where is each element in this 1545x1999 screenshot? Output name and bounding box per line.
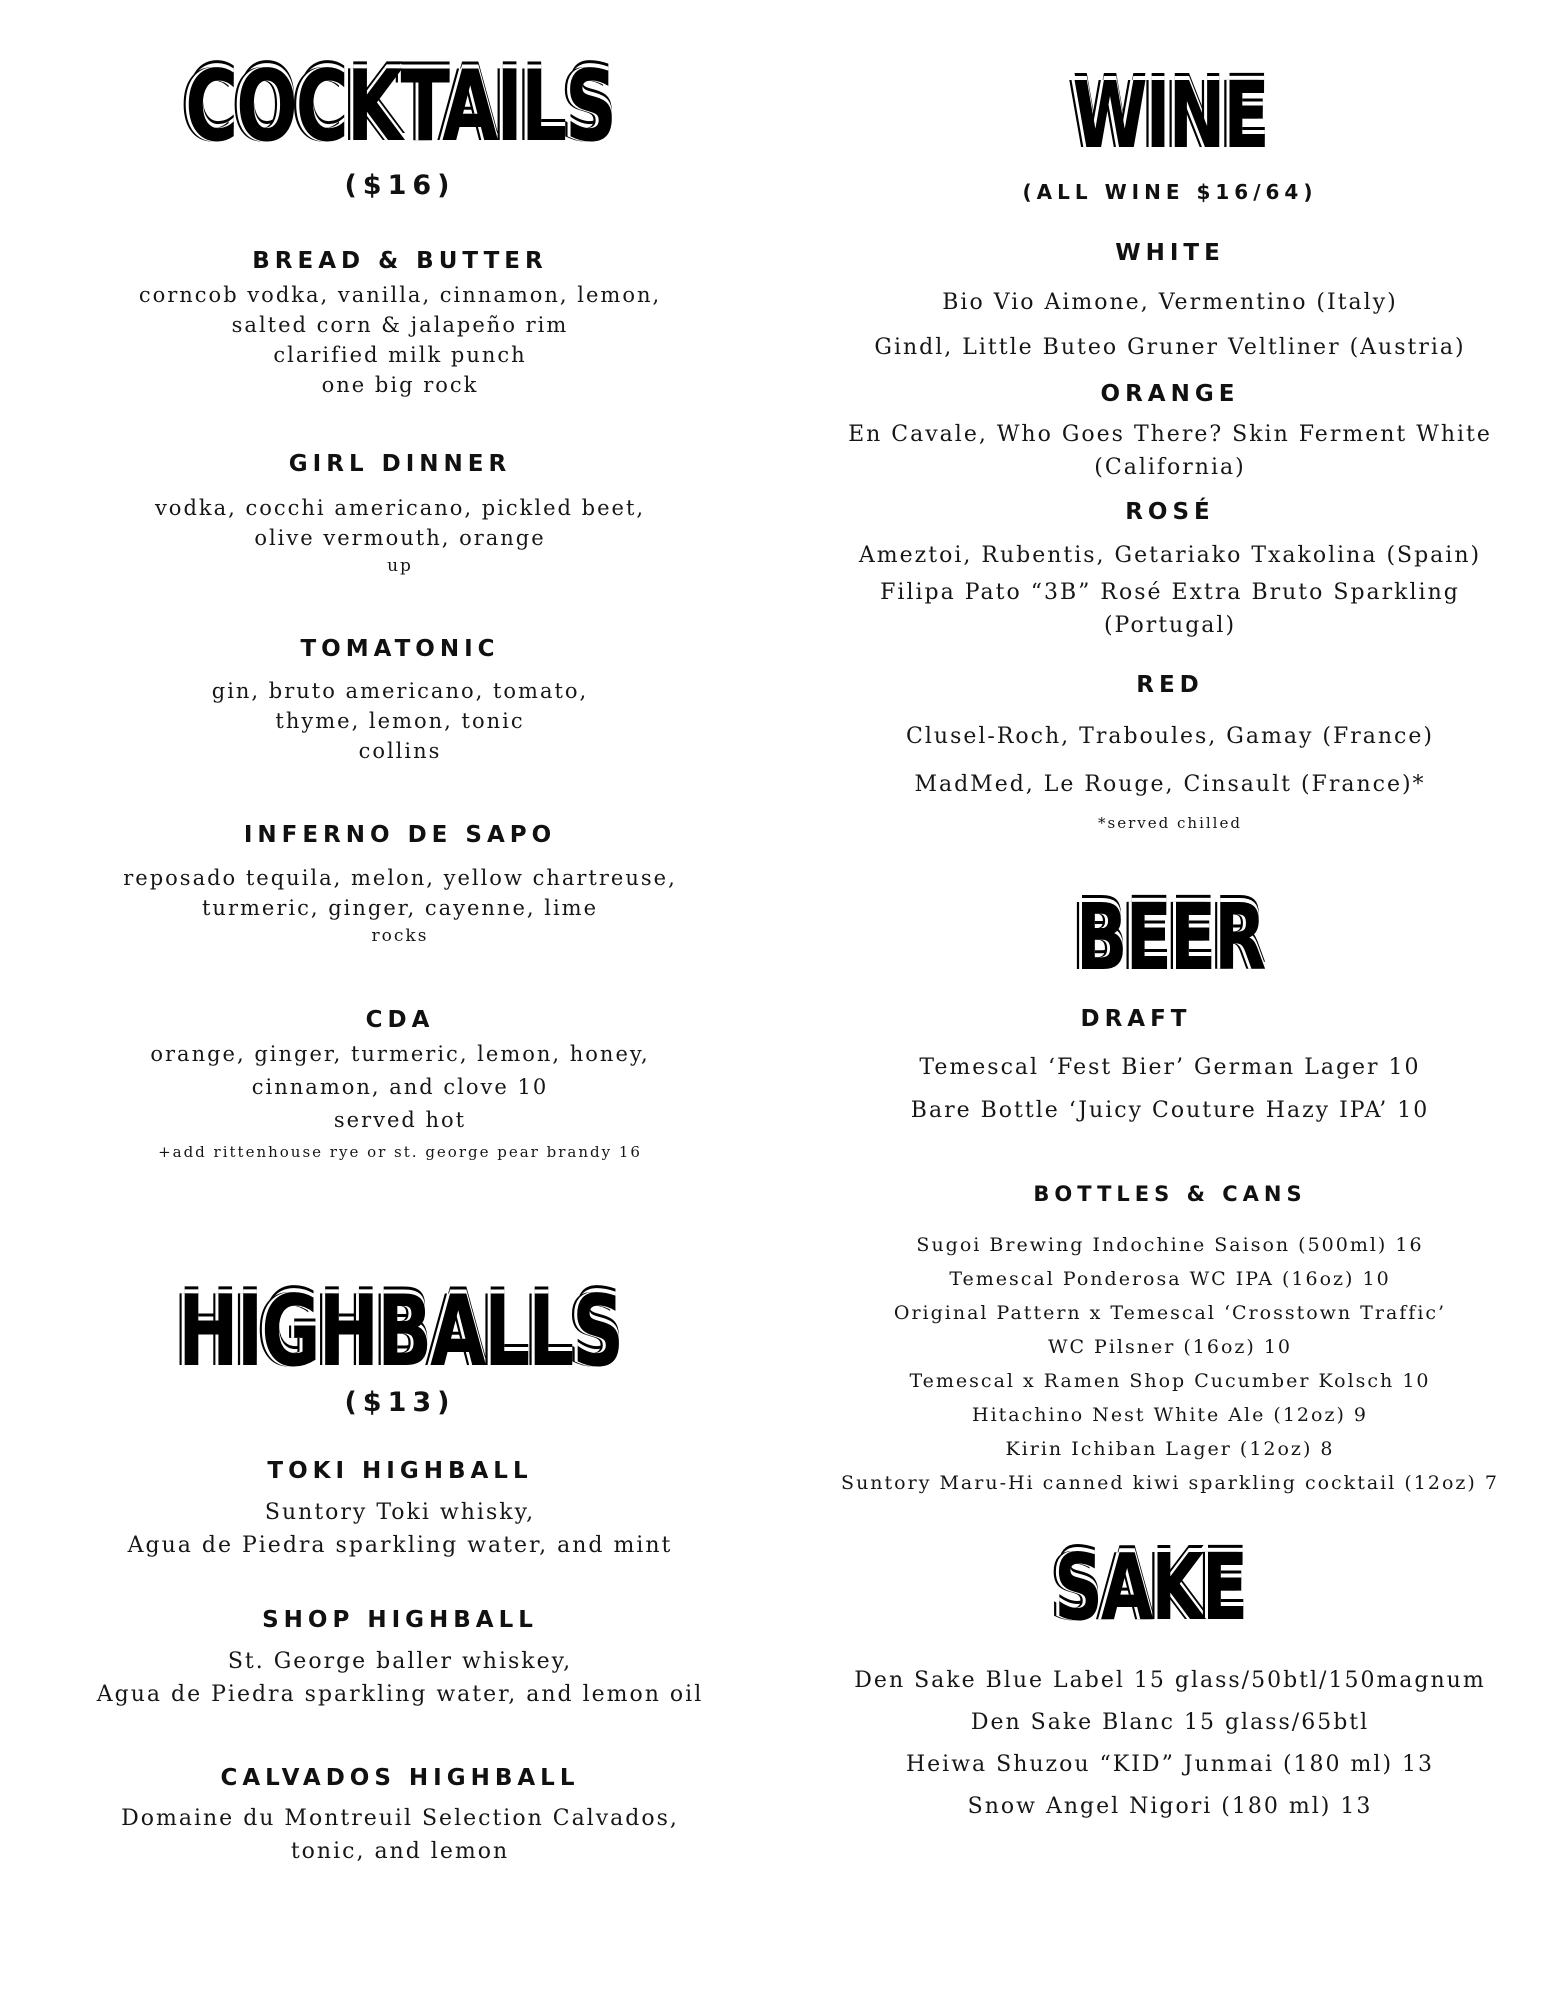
ingredient-line: corncob vodka, vanilla, cinnamon, lemon, bbox=[138, 283, 662, 307]
beer-item: Suntory Maru-Hi canned kiwi sparkling cocktail (12oz) 7 bbox=[841, 1472, 1499, 1494]
wine-item: En Cavale, Who Goes There? Skin Ferment White bbox=[848, 422, 1492, 447]
cocktails-title: COCKTAILS bbox=[185, 50, 615, 164]
ingredient-line: clarified milk punch bbox=[273, 343, 527, 367]
wine-item: (California) bbox=[1094, 455, 1246, 480]
cocktail-name: GIRL DINNER bbox=[288, 451, 512, 477]
sake-item: Snow Angel Nigori (180 ml) 13 bbox=[967, 1794, 1373, 1819]
ingredient-line: olive vermouth, orange bbox=[254, 526, 546, 550]
ingredient-line: Domaine du Montreuil Selection Calvados, bbox=[121, 1806, 679, 1831]
sake-list bbox=[840, 1660, 1500, 1828]
beer-item: Temescal x Ramen Shop Cucumber Kolsch 10 bbox=[909, 1370, 1431, 1392]
cocktail-name: CDA bbox=[365, 1007, 435, 1033]
wine-title: WINE bbox=[1072, 62, 1268, 169]
beer-item: WC Pilsner (16oz) 10 bbox=[1047, 1336, 1293, 1358]
wine-section-heading: WHITE bbox=[1115, 240, 1225, 266]
highball-name: TOKI HIGHBALL bbox=[267, 1458, 533, 1484]
serve-style: up bbox=[387, 556, 413, 576]
sake-item: Den Sake Blue Label 15 glass/50btl/150magnum bbox=[854, 1668, 1486, 1693]
wine-section-heading: RED bbox=[1136, 672, 1204, 698]
ingredient-line: reposado tequila, melon, yellow chartreuse, bbox=[123, 866, 677, 890]
ingredient-line: Suntory Toki whisky, bbox=[264, 1500, 536, 1525]
cocktail-name: TOMATONIC bbox=[300, 636, 500, 662]
highballs-title: HIGHBALLS bbox=[178, 1275, 622, 1389]
highball-description bbox=[70, 1802, 730, 1868]
ingredient-line: orange, ginger, turmeric, lemon, honey, bbox=[150, 1042, 650, 1066]
highballs-price: ($13) bbox=[344, 1387, 456, 1418]
ingredient-line: Agua de Piedra sparkling water, and mint bbox=[127, 1533, 673, 1558]
cocktail-name: INFERNO DE SAPO bbox=[243, 822, 557, 848]
ingredient-line: turmeric, ginger, cayenne, lime bbox=[201, 896, 599, 920]
beer-item: Sugoi Brewing Indochine Saison (500ml) 16 bbox=[916, 1234, 1424, 1256]
wine-item: Filipa Pato “3B” Rosé Extra Bruto Sparkling bbox=[880, 580, 1460, 605]
cocktails-price: ($16) bbox=[344, 170, 456, 201]
cocktail-description bbox=[70, 1038, 730, 1167]
ingredient-line: St. George baller whiskey, bbox=[227, 1649, 573, 1674]
wine-note: *served chilled bbox=[1098, 814, 1242, 832]
ingredient-line: salted corn & jalapeño rim bbox=[231, 313, 569, 337]
wine-list-orange bbox=[840, 418, 1500, 484]
beer-section-heading: BOTTLES & CANS bbox=[1033, 1182, 1307, 1206]
ingredient-line: thyme, lemon, tonic bbox=[275, 709, 525, 733]
addon-note: +add rittenhouse rye or st. george pear brandy 16 bbox=[158, 1143, 642, 1161]
beer-list-bottles bbox=[840, 1228, 1500, 1500]
beer-title: BEER bbox=[1075, 884, 1265, 991]
wine-item: (Portugal) bbox=[1103, 613, 1237, 638]
beer-item: Original Pattern x Temescal ‘Crosstown Traffic’ bbox=[893, 1302, 1447, 1324]
highball-description bbox=[70, 1645, 730, 1711]
beer-item: Hitachino Nest White Ale (12oz) 9 bbox=[972, 1404, 1368, 1426]
wine-list-rose bbox=[840, 536, 1500, 642]
highball-description bbox=[70, 1496, 730, 1562]
beer-item: Temescal Ponderosa WC IPA (16oz) 10 bbox=[949, 1268, 1391, 1290]
sake-item: Heiwa Shuzou “KID” Junmai (180 ml) 13 bbox=[905, 1752, 1435, 1777]
beer-list-draft bbox=[840, 1046, 1500, 1132]
cocktail-description bbox=[70, 676, 730, 766]
wine-item: Gindl, Little Buteo Gruner Veltliner (Austria) bbox=[874, 335, 1466, 360]
highball-name: SHOP HIGHBALL bbox=[262, 1607, 538, 1633]
beer-item: Temescal ‘Fest Bier’ German Lager 10 bbox=[919, 1055, 1421, 1080]
cocktail-description bbox=[70, 280, 730, 400]
wine-list-red bbox=[840, 713, 1500, 837]
highball-name: CALVADOS HIGHBALL bbox=[220, 1765, 580, 1791]
cocktail-name: BREAD & BUTTER bbox=[252, 248, 548, 274]
ingredient-line: Agua de Piedra sparkling water, and lemon oil bbox=[96, 1682, 704, 1707]
cocktail-description bbox=[70, 863, 730, 949]
ingredient-line: cinnamon, and clove 10 bbox=[251, 1075, 549, 1099]
wine-item: MadMed, Le Rouge, Cinsault (France)* bbox=[914, 772, 1426, 797]
cocktail-description bbox=[70, 493, 730, 579]
sake-title: SAKE bbox=[1053, 1534, 1247, 1641]
beer-item: Bare Bottle ‘Juicy Couture Hazy IPA’ 10 bbox=[910, 1098, 1430, 1123]
wine-section-heading: ORANGE bbox=[1100, 381, 1240, 407]
serve-style: rocks bbox=[371, 926, 429, 946]
sake-item: Den Sake Blanc 15 glass/65btl bbox=[970, 1710, 1370, 1735]
ingredient-line: served hot bbox=[333, 1108, 467, 1132]
wine-price: (ALL WINE $16/64) bbox=[1022, 180, 1318, 204]
ingredient-line: tonic, and lemon bbox=[290, 1839, 510, 1864]
ingredient-line: gin, bruto americano, tomato, bbox=[211, 679, 589, 703]
ingredient-line: one big rock bbox=[321, 373, 479, 397]
wine-item: Ameztoi, Rubentis, Getariako Txakolina (Spain) bbox=[858, 543, 1482, 568]
ingredient-line: vodka, cocchi americano, pickled beet, bbox=[154, 496, 646, 520]
wine-section-heading: ROSÉ bbox=[1125, 499, 1215, 525]
beer-section-heading: DRAFT bbox=[1080, 1006, 1192, 1032]
wine-item: Bio Vio Aimone, Vermentino (Italy) bbox=[942, 290, 1398, 315]
beer-item: Kirin Ichiban Lager (12oz) 8 bbox=[1005, 1438, 1335, 1460]
ingredient-line: collins bbox=[358, 739, 442, 763]
wine-item: Clusel-Roch, Traboules, Gamay (France) bbox=[906, 724, 1434, 749]
wine-list-white bbox=[840, 280, 1500, 370]
